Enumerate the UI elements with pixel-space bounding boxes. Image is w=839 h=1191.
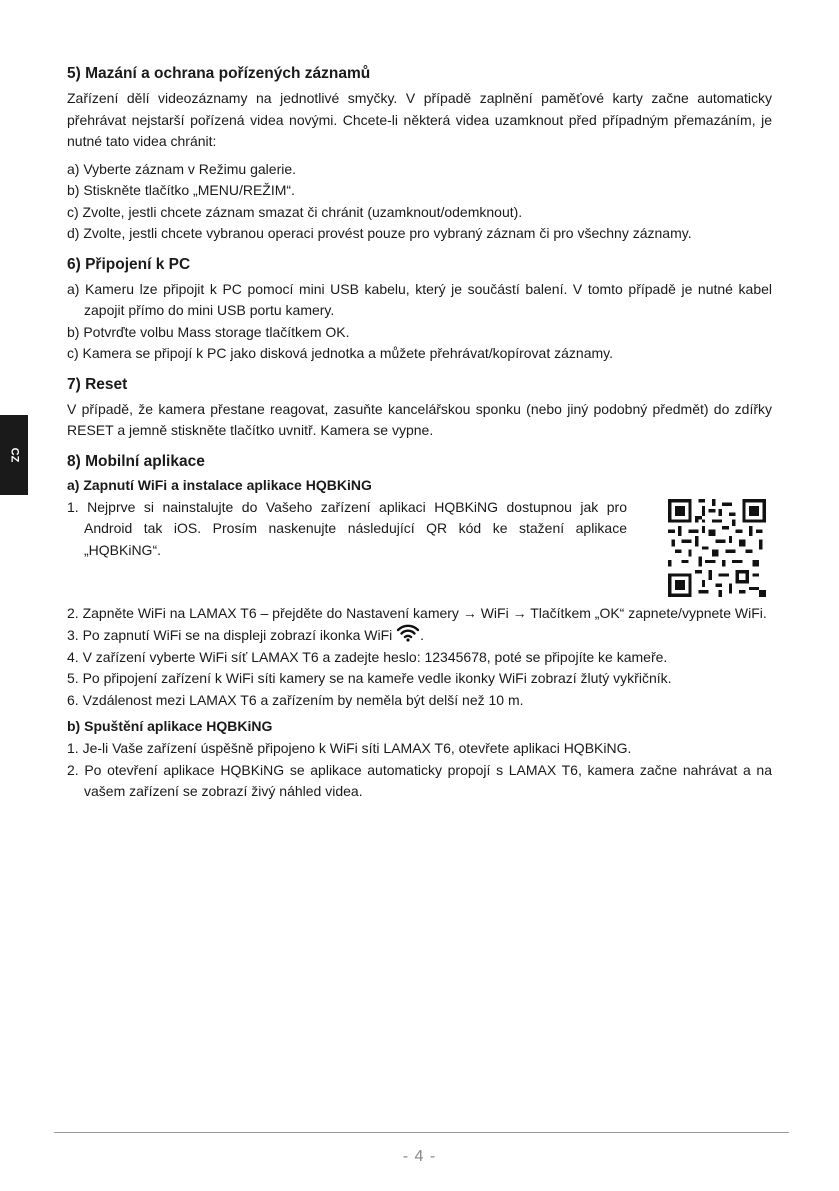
list-item: 2. Zapněte WiFi na LAMAX T6 – přejděte do Nastavení kamery → WiFi → Tlačítkem „OK“ zapnete/vypnete WiFi.	[67, 604, 767, 621]
qr-code-icon	[668, 499, 766, 597]
step-3-text: 3. Po zapnutí WiFi se na displeji zobrazí ikonka WiFi	[67, 627, 393, 643]
section-6-title: 6) Připojení k PC	[67, 255, 191, 273]
list-item: c) Zvolte, jestli chcete záznam smazat či chránit (uzamknout/odemknout).	[67, 203, 523, 220]
section-8b-steps	[67, 738, 772, 803]
qr-row	[67, 497, 772, 597]
section-7-text: V případě, že kamera přestane reagovat, zasuňte kancelářskou sponku (nebo jiný podobný předmět) do zdířky RESET a jemně stiskněte tlačítko uvnitř. Kamera se vypne.	[67, 400, 772, 438]
list-item: d) Zvolte, jestli chcete vybranou operaci provést pouze pro vybraný záznam či pro všechny záznamy.	[67, 225, 692, 241]
list-item: 5. Po připojení zařízení k WiFi síti kamery se na kameře vedle ikonky WiFi zobrazí žlutý vykřičník.	[67, 670, 672, 686]
list-item: c) Kamera se připojí k PC jako disková jednotka a můžete přehrávat/kopírovat záznamy.	[67, 345, 613, 361]
list-item: b) Potvrďte volbu Mass storage tlačítkem OK.	[67, 323, 350, 340]
section-8b-title: b) Spuštění aplikace HQBKiNG	[67, 718, 273, 734]
list-item: 1. Je-li Vaše zařízení úspěšně připojeno k WiFi síti LAMAX T6, otevřete aplikaci HQBKiNG.	[67, 740, 632, 756]
list-item	[67, 624, 772, 647]
section-5-steps	[67, 159, 772, 245]
language-tab-label: CZ	[7, 447, 20, 463]
list-item: a) Kameru lze připojit k PC pomocí mini USB kabelu, který je součástí balení. V tomto případě je nutné kabel zapojit přímo do mini USB portu kamery.	[67, 280, 772, 318]
list-item: 1. Nejprve si nainstalujte do Vašeho zařízení aplikaci HQBKiNG dostupnou jak pro Android tak iOS. Prosím naskenujte následující QR kód ke stažení aplikace „HQBKiNG“.	[67, 498, 627, 558]
language-tab	[0, 415, 28, 495]
list-item: 6. Vzdálenost mezi LAMAX T6 a zařízením by neměla být delší než 10 m.	[67, 691, 524, 708]
section-8-title: 8) Mobilní aplikace	[67, 452, 205, 470]
section-8a-title: a) Zapnutí WiFi a instalace aplikace HQBKiNG	[67, 476, 372, 493]
page-content	[67, 64, 772, 803]
section-5-title: 5) Mazání a ochrana pořízených záznamů	[67, 65, 371, 82]
section-5-intro: Zařízení dělí videozáznamy na jednotlivé smyčky. V případě zaplnění paměťové karty začne automaticky přehrávat nejstarší pořízená videa novými. Chcete-li některá videa uzamknout před případným přemazáním, je nutné tato videa chránit:	[67, 90, 772, 149]
step-3-end: .	[420, 627, 425, 643]
page-number: - 4 -	[402, 1148, 437, 1165]
list-item: b) Stiskněte tlačítko „MENU/REŽIM“.	[67, 182, 295, 198]
list-item: a) Vyberte záznam v Režimu galerie.	[67, 160, 297, 177]
footer-divider	[54, 1132, 789, 1133]
list-item: 2. Po otevření aplikace HQBKiNG se aplikace automaticky propojí s LAMAX T6, kamera začne nahrávat a na vašem zařízení se zobrazí živý náhled videa.	[67, 761, 772, 799]
section-8a-steps	[67, 603, 772, 712]
section-6-steps	[67, 279, 772, 365]
wifi-icon	[396, 624, 420, 642]
section-7-title: 7) Reset	[67, 375, 128, 393]
list-item: 4. V zařízení vyberte WiFi síť LAMAX T6 a zadejte heslo: 12345678, poté se připojíte ke kameře.	[67, 648, 668, 665]
